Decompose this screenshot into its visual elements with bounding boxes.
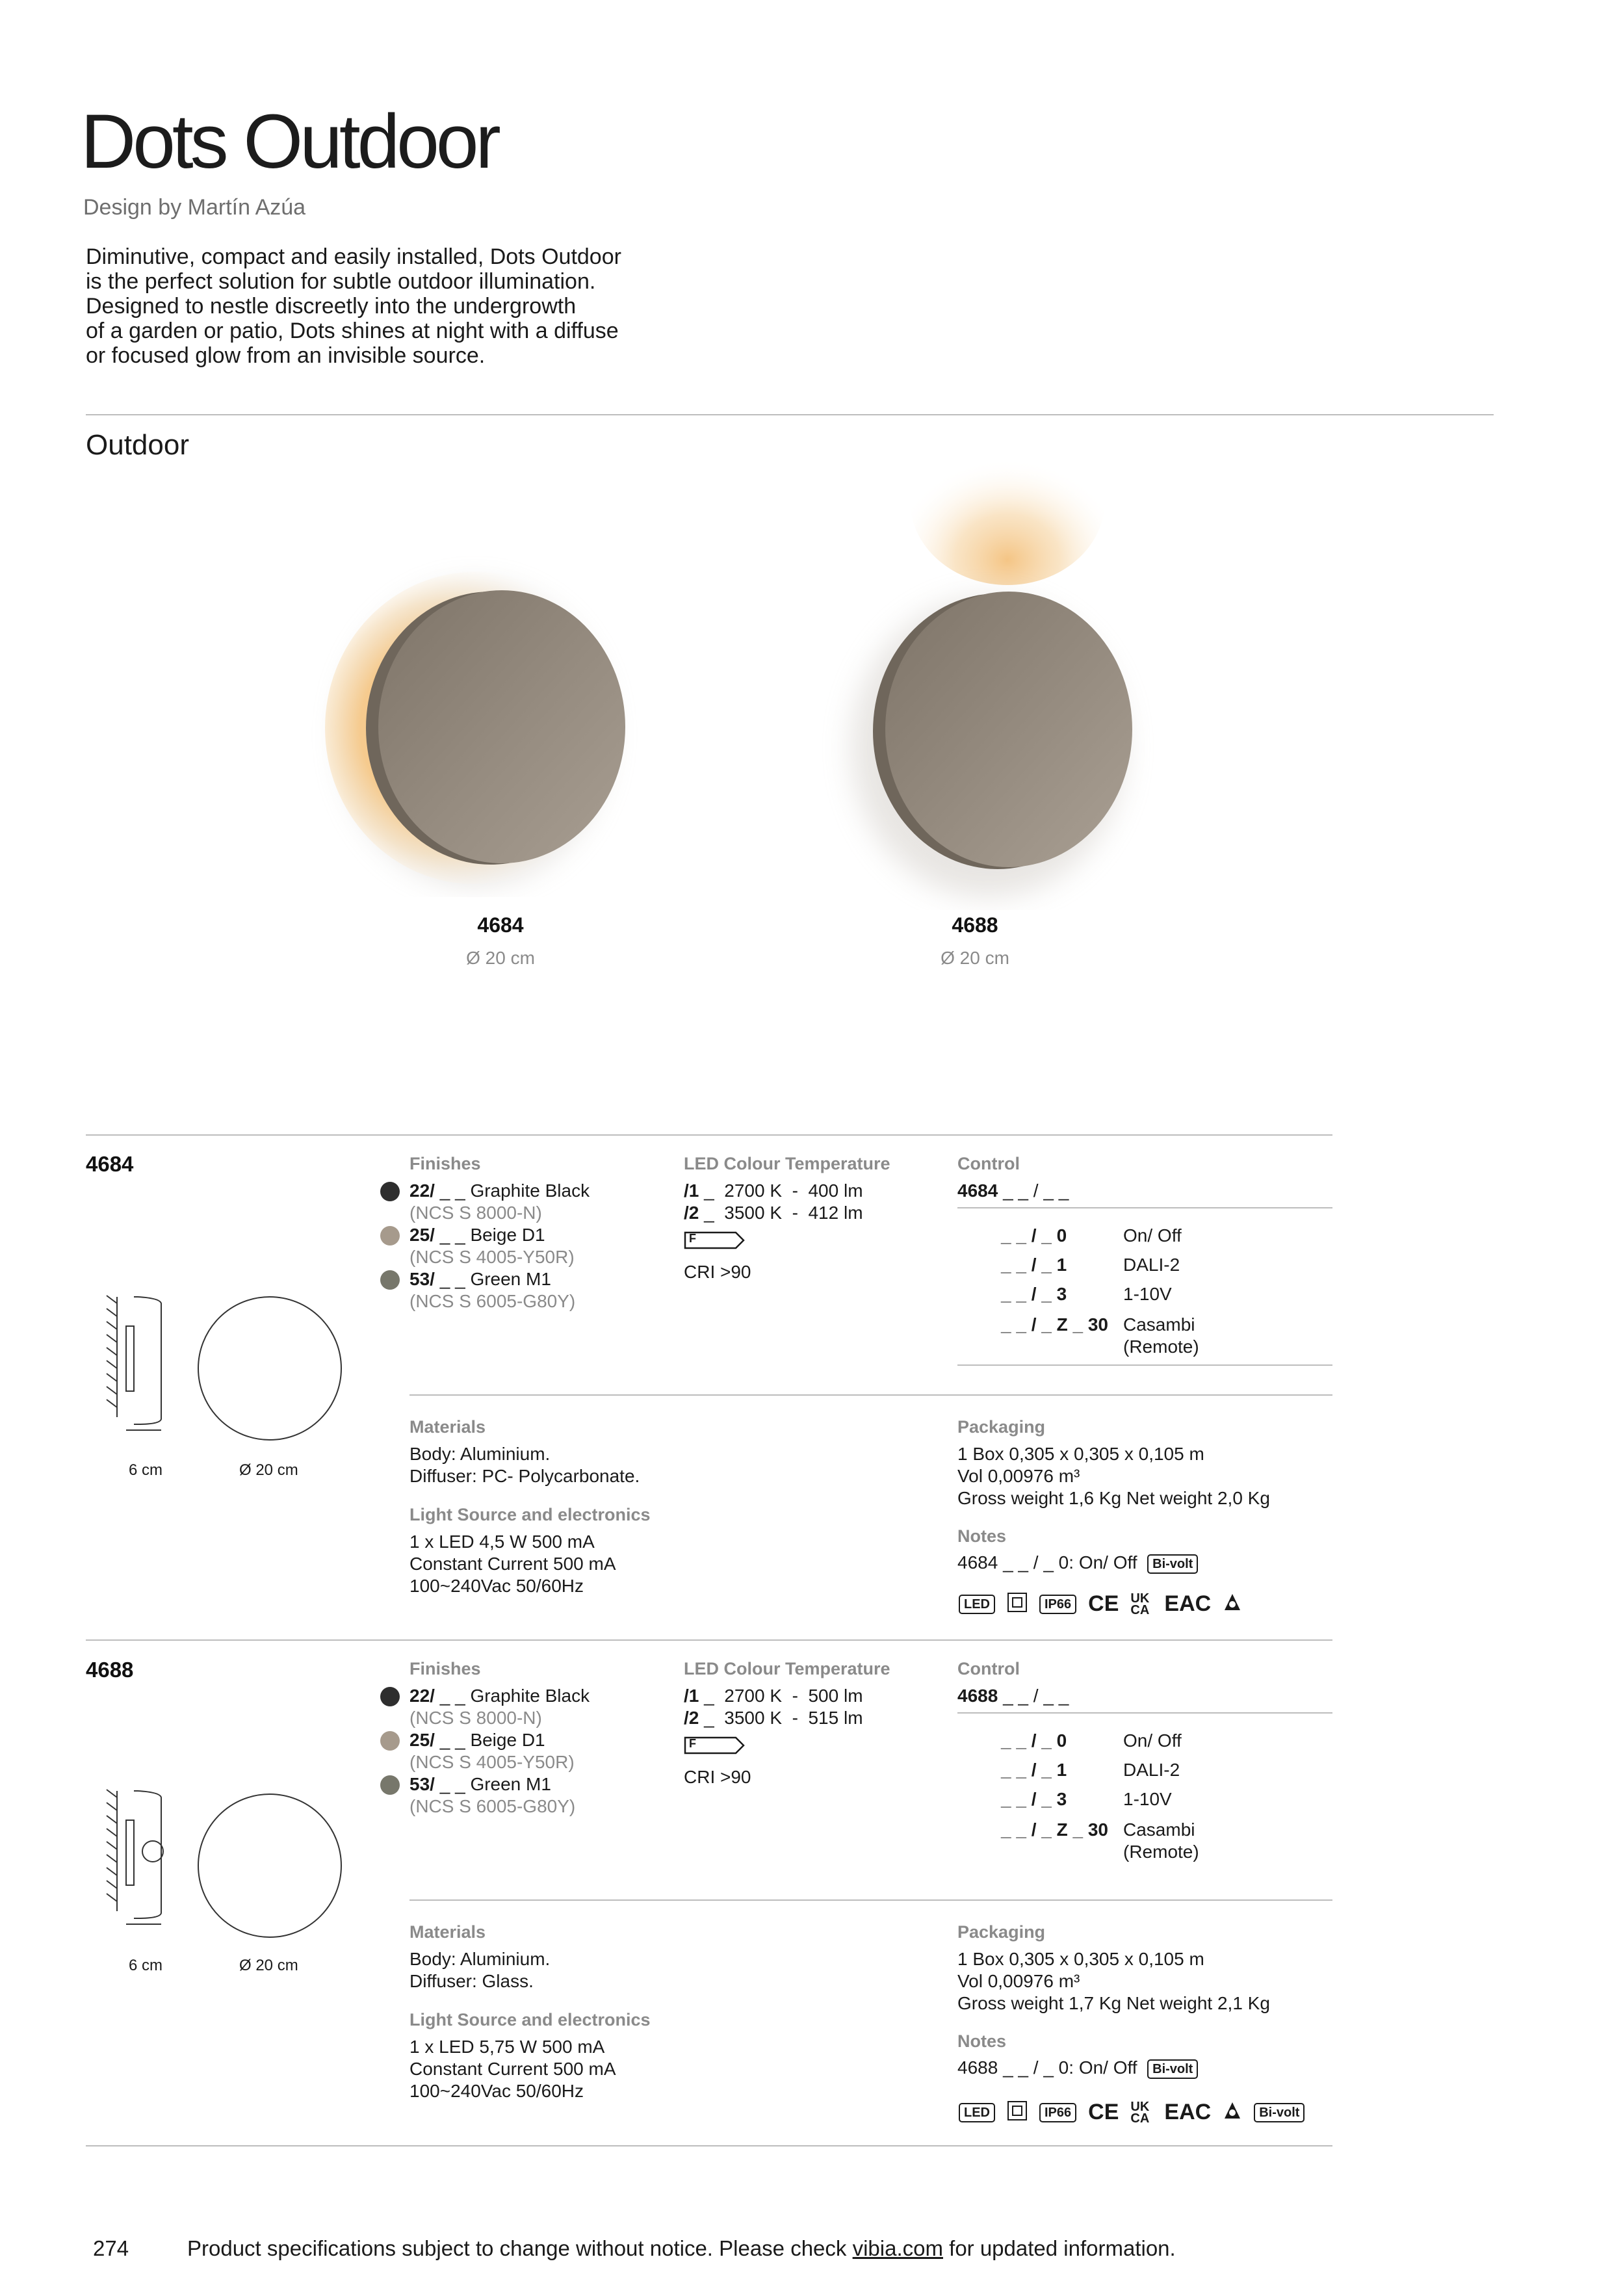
control-code-item: _ _ / _ 0 xyxy=(1001,1225,1067,1246)
control-code: 4688 _ _ / _ _ xyxy=(957,1686,1069,1706)
description-line: or focused glow from an invisible source. xyxy=(86,343,486,368)
finish-item: 22/ _ _ Graphite Black xyxy=(409,1180,590,1202)
depth-label: 6 cm xyxy=(129,1957,163,1974)
spec-product-code: 4684 xyxy=(86,1152,134,1176)
light-line: 100~240Vac 50/60Hz xyxy=(409,2081,584,2101)
finish-item: 53/ _ _ Green M1 xyxy=(409,1268,590,1290)
notes-text: 4688 _ _ / _ 0: On/ Off Bi-volt xyxy=(957,2057,1198,2079)
control-code-item: _ _ / _ Z _ 30 xyxy=(1001,1820,1108,1840)
control-code-item: _ _ / _ 3 xyxy=(1001,1789,1067,1809)
finish-ncs: (NCS S 8000-N) xyxy=(409,1203,542,1223)
packaging-line: 1 Box 0,305 x 0,305 x 0,105 m xyxy=(957,1444,1204,1464)
certifications-row xyxy=(959,1591,1242,1617)
control-heading: Control xyxy=(957,1659,1020,1678)
product-image-4684 xyxy=(260,533,676,897)
description-line: Diminutive, compact and easily installed, Dots Outdoor xyxy=(86,244,621,269)
control-desc: Casambi xyxy=(1123,1314,1195,1335)
finish-ncs: (NCS S 4005-Y50R) xyxy=(409,1247,575,1267)
finishes-heading: Finishes xyxy=(409,1659,481,1678)
control-desc: 1-10V xyxy=(1123,1284,1172,1304)
recycling-icon xyxy=(1223,1593,1242,1615)
control-options xyxy=(1001,1225,1326,1368)
light-source-heading: Light Source and electronics xyxy=(409,2010,651,2029)
control-desc: DALI-2 xyxy=(1123,1255,1180,1275)
control-code-item: _ _ / _ 1 xyxy=(1001,1760,1067,1780)
materials-line: Body: Aluminium. xyxy=(409,1949,551,1969)
depth-label: 6 cm xyxy=(129,1461,163,1479)
cri-value: CRI >90 xyxy=(684,1262,751,1282)
gallery-code: 4688 xyxy=(952,913,998,937)
finish-ncs: (NCS S 4005-Y50R) xyxy=(409,1752,575,1772)
footer-disclaimer: Product specifications subject to change without notice. Please check vibia.com for updated information. xyxy=(187,2236,1176,2260)
control-code: 4684 _ _ / _ _ xyxy=(957,1181,1069,1201)
spec-divider xyxy=(86,1134,1332,1136)
control-desc: 1-10V xyxy=(1123,1789,1172,1809)
swatch-green-icon xyxy=(380,1775,400,1795)
materials-heading: Materials xyxy=(409,1417,486,1437)
spec-product-code: 4688 xyxy=(86,1658,134,1682)
light-source-list xyxy=(409,1531,616,1597)
notes-heading: Notes xyxy=(957,2031,1007,2051)
control-desc-2: (Remote) xyxy=(1123,1842,1199,1862)
packaging-line: Vol 0,00976 m³ xyxy=(957,1971,1080,1991)
product-image-4688 xyxy=(799,442,1215,910)
control-desc-2: (Remote) xyxy=(1123,1337,1199,1357)
led-list xyxy=(684,1685,863,1729)
led-option: /1 _ 2700 K - 400 lm xyxy=(684,1181,863,1201)
bivolt-badge: Bi-volt xyxy=(1147,1554,1198,1574)
eac-mark-icon: EAC xyxy=(1164,2100,1212,2124)
page-title: Dots Outdoor xyxy=(81,99,498,185)
finish-item: 25/ _ _ Beige D1 xyxy=(409,1729,590,1751)
diameter-label: Ø 20 cm xyxy=(239,1957,298,1974)
spec-divider xyxy=(409,1394,1332,1396)
ce-mark-icon: CE xyxy=(1088,2100,1119,2124)
eac-mark-icon: EAC xyxy=(1164,1591,1212,1616)
led-heading: LED Colour Temperature xyxy=(684,1659,890,1678)
bivolt-badge: Bi-volt xyxy=(1254,2103,1305,2122)
finishes-list xyxy=(409,1180,590,1312)
notes-heading: Notes xyxy=(957,1526,1007,1546)
control-desc: DALI-2 xyxy=(1123,1760,1180,1780)
control-code-item: _ _ / _ Z _ 30 xyxy=(1001,1314,1108,1335)
diameter-label: Ø 20 cm xyxy=(239,1461,298,1479)
control-desc: Casambi xyxy=(1123,1820,1195,1840)
control-code-item: _ _ / _ 3 xyxy=(1001,1284,1067,1304)
ip66-badge: IP66 xyxy=(1039,1595,1076,1614)
cri-value: CRI >90 xyxy=(684,1767,751,1787)
notes-text: 4684 _ _ / _ 0: On/ Off Bi-volt xyxy=(957,1552,1198,1574)
vibia-link[interactable]: vibia.com xyxy=(852,2236,943,2260)
certifications-row xyxy=(959,2100,1305,2125)
led-option: /2 _ 3500 K - 412 lm xyxy=(684,1203,863,1223)
front-view-drawing xyxy=(195,1294,344,1443)
gallery-code: 4684 xyxy=(477,913,524,937)
section-divider xyxy=(86,414,1494,415)
product-description xyxy=(86,244,621,368)
energy-class-label: F xyxy=(689,1737,696,1750)
control-desc: On/ Off xyxy=(1123,1730,1182,1751)
materials-line: Diffuser: PC- Polycarbonate. xyxy=(409,1466,640,1486)
finish-ncs: (NCS S 8000-N) xyxy=(409,1708,542,1728)
control-code-item: _ _ / _ 1 xyxy=(1001,1255,1067,1275)
ukca-mark-icon: UK CA xyxy=(1130,1591,1150,1617)
packaging-list xyxy=(957,1443,1270,1509)
gallery-dimension: Ø 20 cm xyxy=(941,948,1009,968)
finish-ncs: (NCS S 6005-G80Y) xyxy=(409,1796,576,1816)
packaging-line: Gross weight 1,7 Kg Net weight 2,1 Kg xyxy=(957,1993,1270,2013)
light-line: 1 x LED 5,75 W 500 mA xyxy=(409,2037,605,2057)
swatch-graphite-icon xyxy=(380,1687,400,1706)
packaging-heading: Packaging xyxy=(957,1417,1046,1437)
energy-class-icon xyxy=(684,1231,746,1253)
swatch-beige-icon xyxy=(380,1731,400,1751)
spec-divider xyxy=(409,1899,1332,1901)
ukca-mark-icon: UK CA xyxy=(1130,2099,1150,2126)
designer-credit: Design by Martín Azúa xyxy=(83,195,306,220)
packaging-line: 1 Box 0,305 x 0,305 x 0,105 m xyxy=(957,1949,1204,1969)
led-list xyxy=(684,1180,863,1224)
light-line: 100~240Vac 50/60Hz xyxy=(409,1576,584,1596)
finish-item: 53/ _ _ Green M1 xyxy=(409,1773,590,1795)
spec-divider xyxy=(86,2145,1332,2146)
front-view-drawing xyxy=(195,1791,344,1940)
control-options xyxy=(1001,1730,1326,1873)
recycling-icon xyxy=(1223,2101,1242,2124)
side-view-drawing xyxy=(97,1784,188,1934)
spec-divider xyxy=(86,1639,1332,1641)
materials-list xyxy=(409,1948,550,1992)
control-heading: Control xyxy=(957,1154,1020,1173)
control-divider xyxy=(957,1207,1332,1208)
gallery-dimension: Ø 20 cm xyxy=(466,948,535,968)
description-line: Designed to nestle discreetly into the undergrowth xyxy=(86,294,577,319)
led-heading: LED Colour Temperature xyxy=(684,1154,890,1173)
page-number: 274 xyxy=(93,2236,129,2260)
control-divider xyxy=(957,1364,1332,1366)
control-code-item: _ _ / _ 0 xyxy=(1001,1730,1067,1751)
materials-line: Body: Aluminium. xyxy=(409,1444,551,1464)
finish-ncs: (NCS S 6005-G80Y) xyxy=(409,1291,576,1311)
swatch-green-icon xyxy=(380,1270,400,1290)
led-badge: LED xyxy=(959,2103,995,2122)
bivolt-badge: Bi-volt xyxy=(1147,2059,1198,2079)
ip66-badge: IP66 xyxy=(1039,2103,1076,2122)
materials-heading: Materials xyxy=(409,1922,486,1942)
swatch-graphite-icon xyxy=(380,1182,400,1201)
packaging-heading: Packaging xyxy=(957,1922,1046,1942)
light-source-heading: Light Source and electronics xyxy=(409,1505,651,1524)
description-line: is the perfect solution for subtle outdoor illumination. xyxy=(86,269,596,294)
class-ii-icon xyxy=(1007,1592,1028,1616)
finishes-heading: Finishes xyxy=(409,1154,481,1173)
class-ii-icon xyxy=(1007,2100,1028,2124)
light-source-list xyxy=(409,2036,616,2102)
materials-line: Diffuser: Glass. xyxy=(409,1971,534,1991)
ce-mark-icon: CE xyxy=(1088,1591,1119,1616)
light-line: Constant Current 500 mA xyxy=(409,2059,616,2079)
light-line: 1 x LED 4,5 W 500 mA xyxy=(409,1532,595,1552)
packaging-list xyxy=(957,1948,1270,2015)
light-line: Constant Current 500 mA xyxy=(409,1554,616,1574)
led-badge: LED xyxy=(959,1595,995,1614)
packaging-line: Gross weight 1,6 Kg Net weight 2,0 Kg xyxy=(957,1488,1270,1508)
control-divider xyxy=(957,1712,1332,1714)
packaging-line: Vol 0,00976 m³ xyxy=(957,1466,1080,1486)
energy-class-label: F xyxy=(689,1232,696,1245)
finish-item: 22/ _ _ Graphite Black xyxy=(409,1685,590,1707)
description-line: of a garden or patio, Dots shines at night with a diffuse xyxy=(86,319,619,343)
side-view-drawing xyxy=(97,1290,188,1440)
energy-class-icon xyxy=(684,1736,746,1758)
finish-item: 25/ _ _ Beige D1 xyxy=(409,1224,590,1246)
materials-list xyxy=(409,1443,640,1487)
finishes-list xyxy=(409,1685,590,1818)
swatch-beige-icon xyxy=(380,1226,400,1246)
section-title: Outdoor xyxy=(86,429,189,461)
led-option: /2 _ 3500 K - 515 lm xyxy=(684,1708,863,1728)
control-desc: On/ Off xyxy=(1123,1225,1182,1246)
led-option: /1 _ 2700 K - 500 lm xyxy=(684,1686,863,1706)
